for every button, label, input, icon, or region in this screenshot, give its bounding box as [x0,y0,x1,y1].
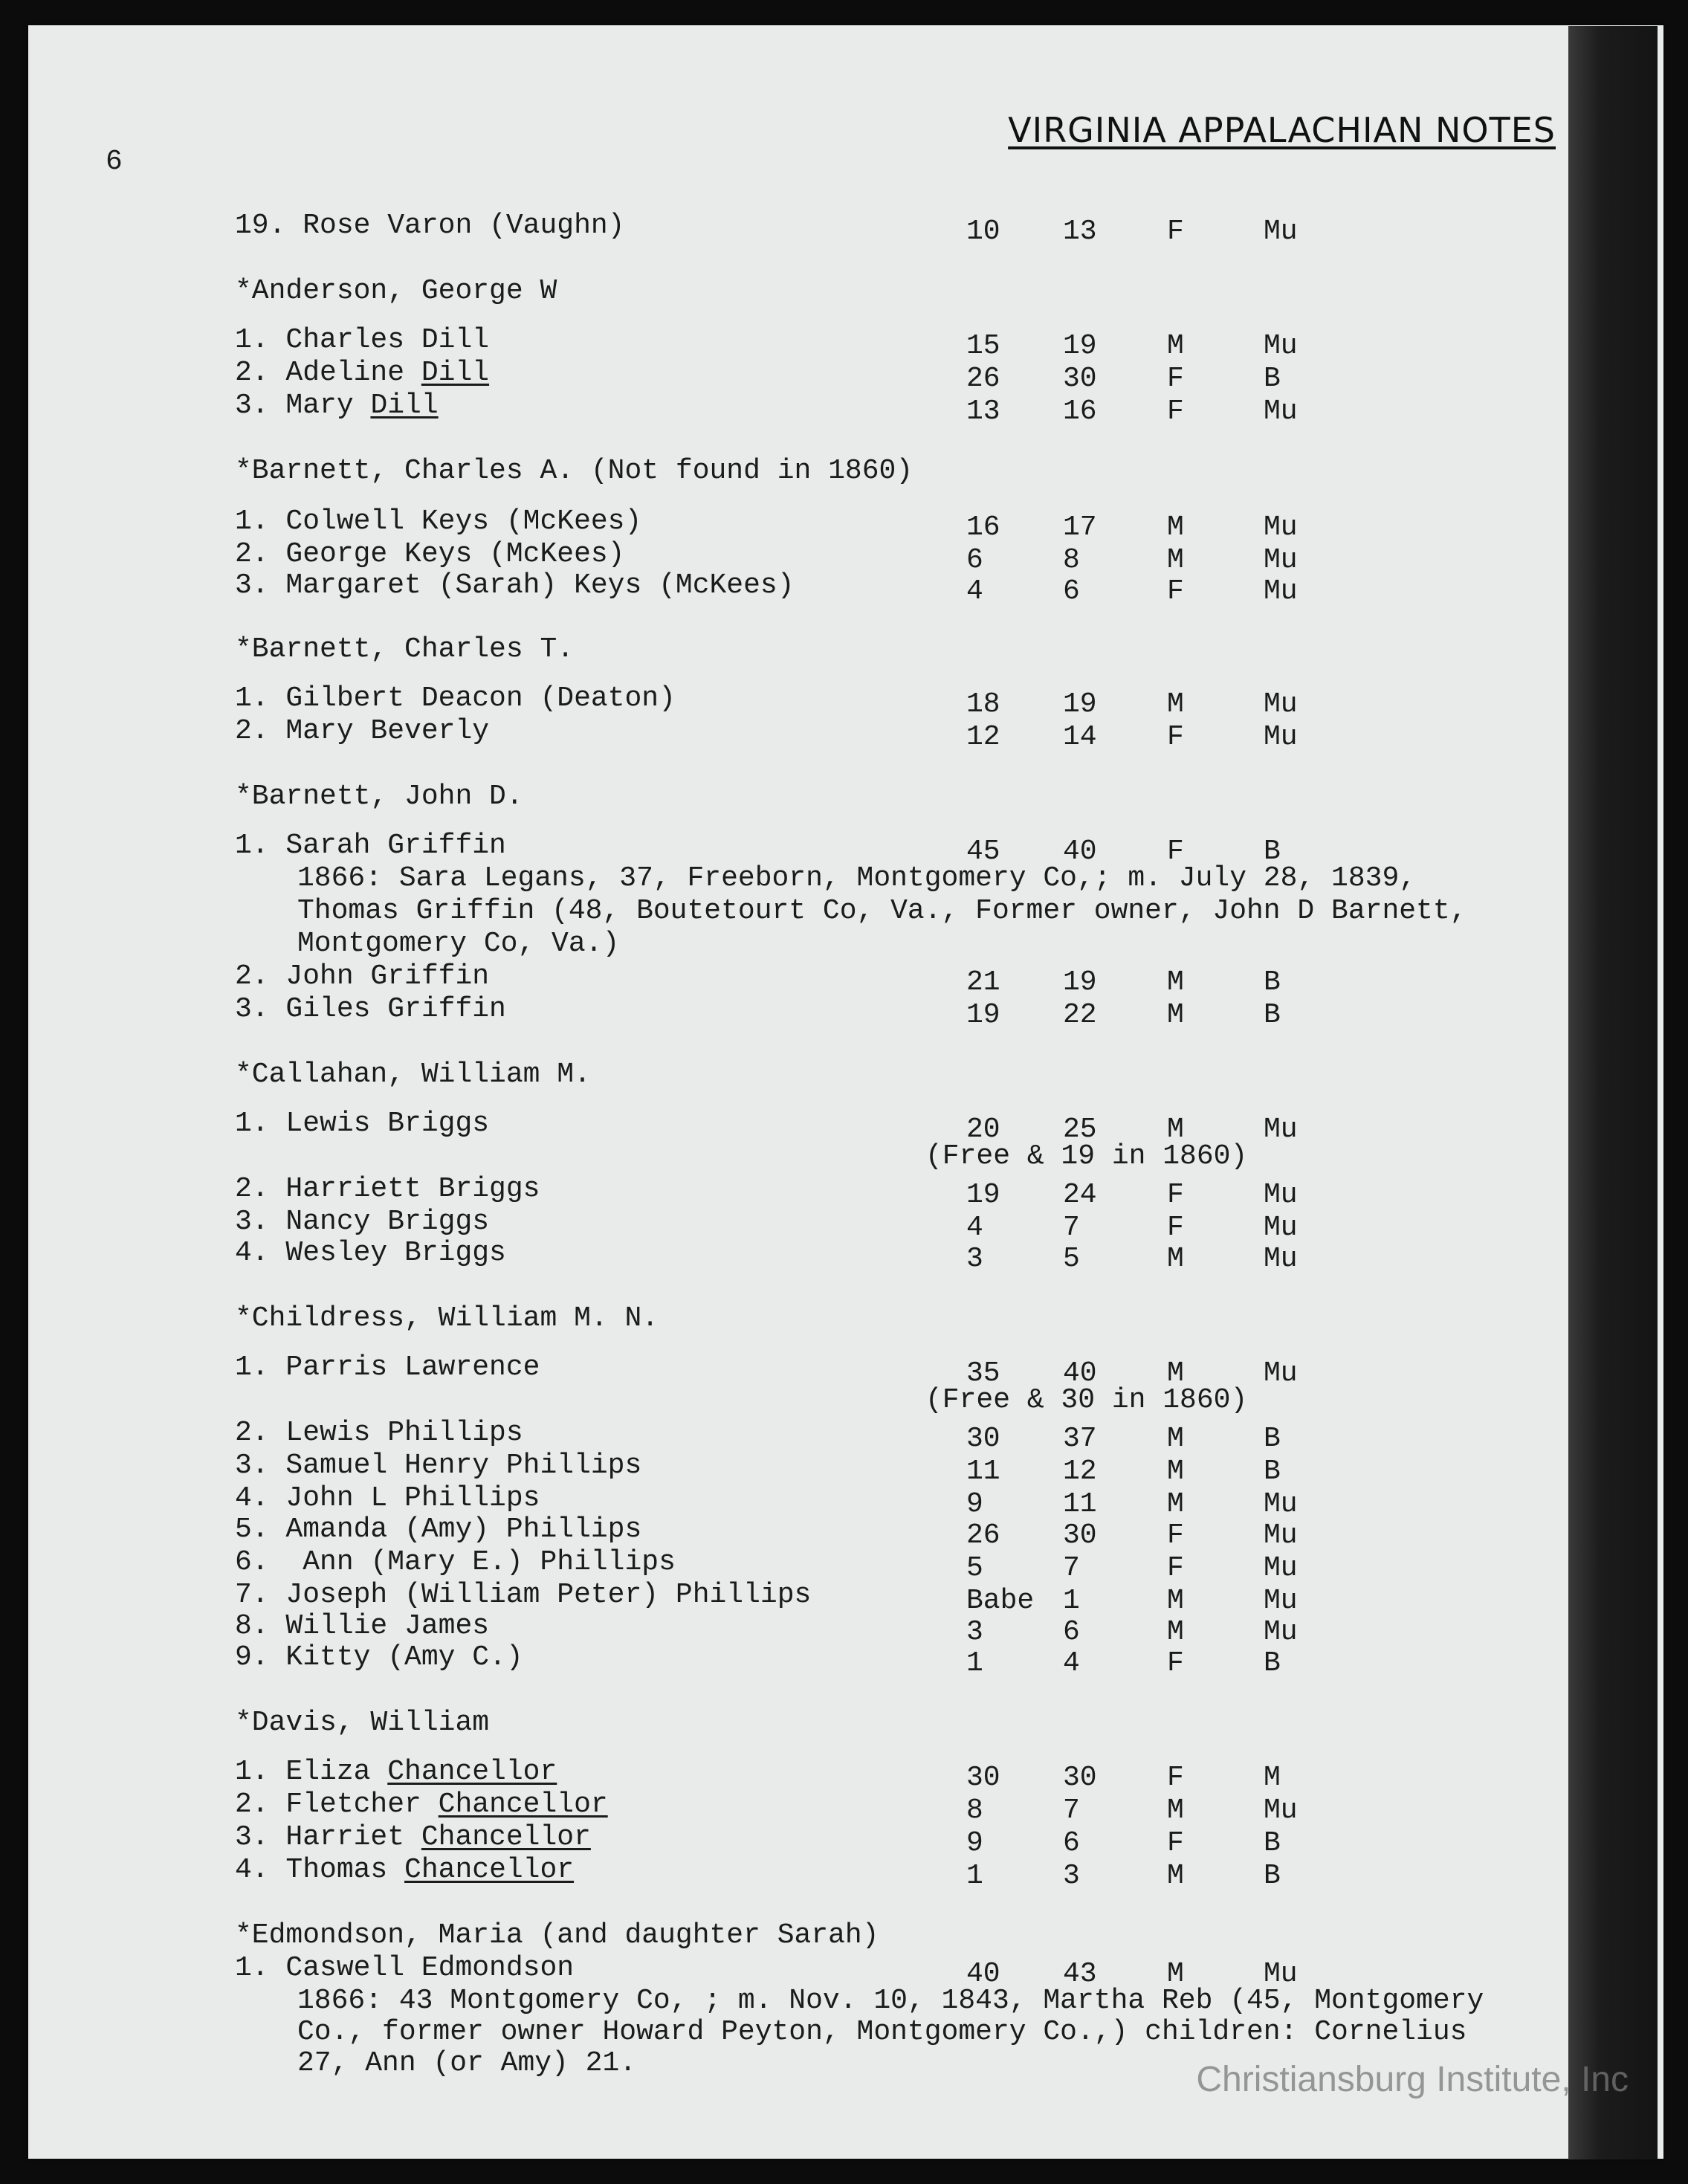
race-cell: B [1264,836,1281,868]
age-1860: 26 [966,363,1000,395]
age-1866: 6 [1063,1827,1080,1859]
owner-heading: *Childress, William M. N. [235,1302,659,1334]
person-name: 8. Willie James [235,1610,490,1642]
age-1866: 6 [1063,1616,1080,1648]
sex-cell: F [1167,721,1184,753]
age-1860: 5 [966,1552,983,1584]
age-1860: 15 [966,330,1000,362]
race-cell: B [1264,999,1281,1031]
race-cell: B [1264,1423,1281,1455]
sex-cell: F [1167,363,1184,395]
age-1860: 35 [966,1357,1000,1389]
person-name: 4. John L Phillips [235,1482,540,1514]
person-name: 3. Nancy Briggs [235,1206,490,1238]
race-cell: Mu [1264,511,1298,543]
entry-note: Thomas Griffin (48, Boutetourt Co, Va., Former owner, John D Barnett, [297,895,1467,927]
race-cell: B [1264,1647,1281,1679]
race-cell: Mu [1264,1179,1298,1211]
age-1860: 9 [966,1488,983,1520]
race-cell: Mu [1264,1958,1298,1990]
sex-cell: F [1167,395,1184,427]
entry-note: Co., former owner Howard Peyton, Montgomery Co.,) children: Cornelius [297,2016,1467,2048]
race-cell: Mu [1264,544,1298,576]
sex-cell: M [1167,1456,1184,1487]
race-cell: Mu [1264,721,1298,753]
person-name: 3. Margaret (Sarah) Keys (McKees) [235,569,795,601]
race-cell: B [1264,966,1281,998]
race-cell: Mu [1264,330,1298,362]
race-cell: Mu [1264,1243,1298,1275]
person-name: 9. Kitty (Amy C.) [235,1641,523,1673]
age-1866: 7 [1063,1552,1080,1584]
race-cell: B [1264,1860,1281,1892]
age-1866: 4 [1063,1647,1080,1679]
race-cell: Mu [1264,1212,1298,1244]
sex-cell: F [1167,216,1184,248]
person-name: 4. Thomas Chancellor [235,1854,575,1886]
age-1866: 7 [1063,1794,1080,1826]
sex-cell: F [1167,836,1184,868]
owner-heading: *Davis, William [235,1707,490,1739]
age-1860: 1 [966,1647,983,1679]
sex-cell: M [1167,999,1184,1031]
age-1860: 3 [966,1243,983,1275]
age-1866: 30 [1063,1762,1097,1794]
race-cell: B [1264,1827,1281,1859]
entry-note: 27, Ann (or Amy) 21. [297,2047,637,2079]
age-1866: 1 [1063,1585,1080,1617]
person-name: 1. Charles Dill [235,324,490,356]
sex-cell: M [1167,511,1184,543]
person-name: 2. Lewis Phillips [235,1417,523,1449]
person-name: 1. Caswell Edmondson [235,1952,575,1984]
entry-note: 1866: 43 Montgomery Co, ; m. Nov. 10, 1843, Martha Reb (45, Montgomery [297,1985,1484,2017]
age-1866: 13 [1063,216,1097,248]
age-1860: 11 [966,1456,1000,1487]
race-cell: Mu [1264,1357,1298,1389]
sex-cell: M [1167,1243,1184,1275]
age-1860: 16 [966,511,1000,543]
age-1860: 45 [966,836,1000,868]
age-1866: 8 [1063,544,1080,576]
sex-cell: M [1167,1585,1184,1617]
sex-cell: F [1167,1179,1184,1211]
age-1866: 17 [1063,511,1097,543]
age-1866: 5 [1063,1243,1080,1275]
age-1866: 40 [1063,836,1097,868]
race-cell: Mu [1264,1114,1298,1146]
age-1866: 30 [1063,1519,1097,1551]
sex-cell: M [1167,1357,1184,1389]
sex-cell: M [1167,966,1184,998]
age-1866: 19 [1063,966,1097,998]
sex-cell: M [1167,688,1184,720]
age-1860: 30 [966,1423,1000,1455]
sex-cell: M [1167,1860,1184,1892]
person-name: 19. Rose Varon (Vaughn) [235,210,625,242]
sex-cell: F [1167,1827,1184,1859]
page-header-title: VIRGINIA APPALACHIAN NOTES [1008,110,1556,150]
person-name: 2. John Griffin [235,960,490,992]
race-cell: B [1264,363,1281,395]
person-name: 3. Harriet Chancellor [235,1821,591,1853]
age-1866: 37 [1063,1423,1097,1455]
age-1866: 11 [1063,1488,1097,1520]
person-name: 4. Wesley Briggs [235,1237,506,1269]
age-1866: 30 [1063,363,1097,395]
sex-cell: M [1167,544,1184,576]
person-name: 1. Sarah Griffin [235,830,506,862]
age-1860: 12 [966,721,1000,753]
person-name: 2. George Keys (McKees) [235,538,625,570]
page-edge-shadow [1568,26,1658,2159]
free-status-note: (Free & 30 in 1860) [925,1384,1248,1416]
person-name: 2. Mary Beverly [235,715,490,747]
person-name: 1. Parris Lawrence [235,1351,540,1383]
age-1866: 24 [1063,1179,1097,1211]
person-name: 7. Joseph (William Peter) Phillips [235,1579,812,1611]
sex-cell: M [1167,1794,1184,1826]
race-cell: M [1264,1762,1281,1794]
person-name: 1. Gilbert Deacon (Deaton) [235,682,676,714]
sex-cell: M [1167,1488,1184,1520]
age-1860: 21 [966,966,1000,998]
owner-heading: *Callahan, William M. [235,1059,591,1091]
age-1866: 22 [1063,999,1097,1031]
age-1860: 19 [966,1179,1000,1211]
person-name: 2. Harriett Briggs [235,1173,540,1205]
age-1866: 14 [1063,721,1097,753]
page-number: 6 [106,146,123,178]
person-name: 6. Ann (Mary E.) Phillips [235,1546,676,1578]
age-1860: 4 [966,1212,983,1244]
race-cell: B [1264,1456,1281,1487]
age-1860: 10 [966,216,1000,248]
sex-cell: F [1167,1212,1184,1244]
race-cell: Mu [1264,1585,1298,1617]
free-status-note: (Free & 19 in 1860) [925,1140,1248,1172]
owner-heading: *Barnett, John D. [235,781,523,812]
person-name: 3. Mary Dill [235,390,439,421]
person-name: 1. Lewis Briggs [235,1108,490,1140]
race-cell: Mu [1264,1488,1298,1520]
race-cell: Mu [1264,395,1298,427]
person-name: 2. Fletcher Chancellor [235,1789,608,1820]
watermark: Christiansburg Institute, Inc [1196,2060,1629,2099]
age-1860: Babe [966,1585,1035,1617]
age-1860: 8 [966,1794,983,1826]
person-name: 3. Samuel Henry Phillips [235,1450,642,1482]
person-name: 1. Eliza Chancellor [235,1756,557,1788]
sex-cell: M [1167,330,1184,362]
sex-cell: M [1167,1114,1184,1146]
sex-cell: F [1167,1519,1184,1551]
age-1860: 40 [966,1958,1000,1990]
age-1866: 40 [1063,1357,1097,1389]
age-1866: 43 [1063,1958,1097,1990]
race-cell: Mu [1264,1552,1298,1584]
race-cell: Mu [1264,216,1298,248]
entry-note: 1866: Sara Legans, 37, Freeborn, Montgomery Co,; m. July 28, 1839, [297,862,1417,894]
age-1866: 3 [1063,1860,1080,1892]
age-1860: 4 [966,575,983,607]
race-cell: Mu [1264,1794,1298,1826]
race-cell: Mu [1264,1519,1298,1551]
age-1860: 9 [966,1827,983,1859]
person-name: 1. Colwell Keys (McKees) [235,505,642,537]
age-1860: 1 [966,1860,983,1892]
sex-cell: M [1167,1616,1184,1648]
sex-cell: F [1167,575,1184,607]
owner-heading: *Edmondson, Maria (and daughter Sarah) [235,1919,879,1951]
sex-cell: F [1167,1647,1184,1679]
age-1866: 25 [1063,1114,1097,1146]
age-1866: 12 [1063,1456,1097,1487]
age-1860: 3 [966,1616,983,1648]
race-cell: Mu [1264,575,1298,607]
owner-heading: *Barnett, Charles A. (Not found in 1860) [235,455,913,487]
age-1860: 20 [966,1114,1000,1146]
person-name: 3. Giles Griffin [235,993,506,1025]
age-1860: 26 [966,1519,1000,1551]
age-1860: 30 [966,1762,1000,1794]
entry-note: Montgomery Co, Va.) [297,928,620,960]
age-1866: 16 [1063,395,1097,427]
age-1860: 13 [966,395,1000,427]
owner-heading: *Anderson, George W [235,275,557,307]
person-name: 2. Adeline Dill [235,357,490,389]
age-1866: 7 [1063,1212,1080,1244]
owner-heading: *Barnett, Charles T. [235,633,575,665]
age-1866: 19 [1063,330,1097,362]
race-cell: Mu [1264,688,1298,720]
sex-cell: M [1167,1958,1184,1990]
sex-cell: M [1167,1423,1184,1455]
age-1860: 18 [966,688,1000,720]
race-cell: Mu [1264,1616,1298,1648]
sex-cell: F [1167,1762,1184,1794]
age-1866: 6 [1063,575,1080,607]
age-1866: 19 [1063,688,1097,720]
sex-cell: F [1167,1552,1184,1584]
age-1860: 19 [966,999,1000,1031]
age-1860: 6 [966,544,983,576]
person-name: 5. Amanda (Amy) Phillips [235,1513,642,1545]
